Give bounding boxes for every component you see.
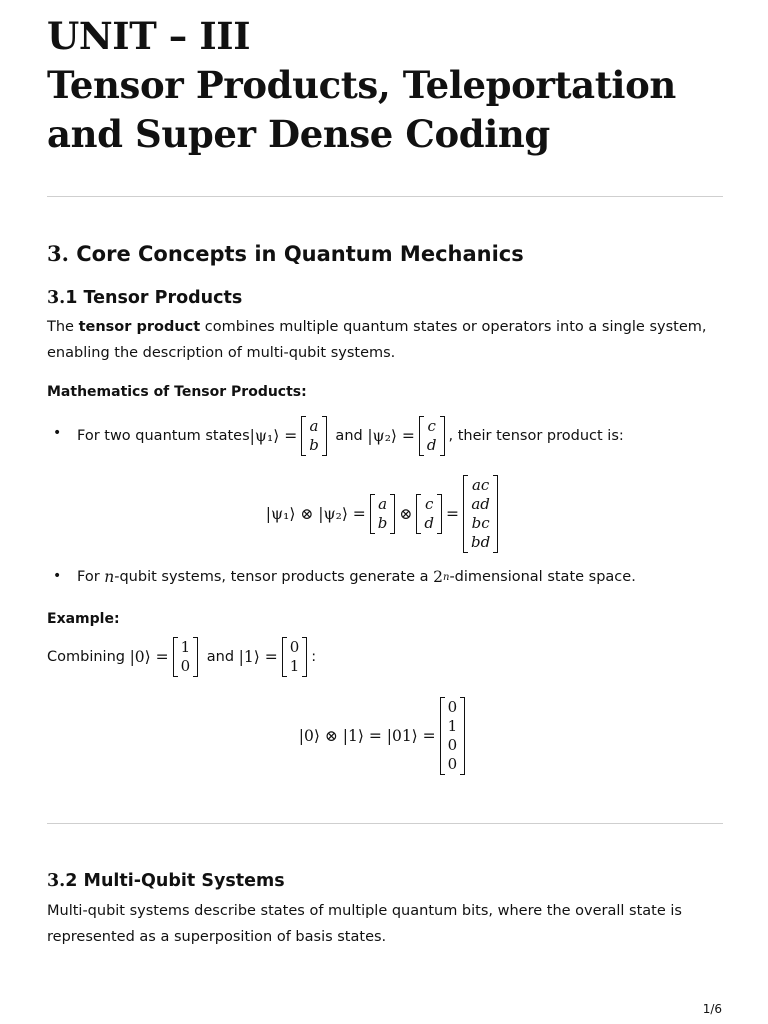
ket01-equation: |0⟩ ⊗ |1⟩ = |01⟩ = 0 1 0 0	[0, 693, 768, 779]
bullet-item-1: For two quantum states |ψ₁⟩ = a b and |ψ₂⟩ = c d , their tensor product is:	[77, 417, 624, 454]
vector-ket0: 1 0	[173, 637, 199, 677]
section-number: 3.	[47, 288, 66, 308]
bullet-marker: •	[53, 425, 62, 441]
tensor-product-paragraph: The tensor product combines multiple quantum states or operators into a single system, enabling the description of multi-qubit systems.	[47, 319, 707, 361]
vector-ket1: 0 1	[282, 637, 308, 677]
title-line-3: and Super Dense Coding	[47, 112, 550, 156]
math-psi2: |ψ₂⟩ =	[367, 427, 415, 445]
section-number: 3.	[47, 871, 66, 891]
section-3-2-heading	[47, 869, 285, 893]
result-vector: 0 1 0 0	[440, 697, 466, 775]
bullet-item-2: For n -qubit systems, tensor products generate a 2 n -dimensional state space.	[77, 568, 636, 586]
vector-ab: a b	[301, 416, 327, 456]
divider	[47, 196, 723, 197]
section-title: 1 Tensor Products	[65, 288, 243, 308]
divider	[47, 823, 723, 824]
section-title: 2 Multi-Qubit Systems	[65, 871, 285, 891]
unit-title	[47, 12, 676, 159]
math-heading: Mathematics of Tensor Products:	[47, 384, 307, 400]
section-3-heading	[47, 240, 524, 268]
section-number: 3.	[47, 241, 69, 266]
math-psi1: |ψ₁⟩ =	[249, 427, 298, 445]
title-line-2: Tensor Products, Teleportation	[47, 63, 676, 107]
section-title: Core Concepts in Quantum Mechanics	[76, 242, 524, 266]
vector-ab: a b	[370, 494, 396, 534]
vector-cd: c d	[419, 416, 445, 456]
multi-qubit-paragraph: Multi-qubit systems describe states of multiple quantum bits, where the overall state is represented as a superposition of basis states.	[47, 903, 682, 945]
tensor-product-equation: |ψ₁⟩ ⊗ |ψ₂⟩ = a b ⊗ c d = ac ad bc bd	[0, 470, 768, 558]
bold-term: tensor product	[78, 319, 201, 335]
example-line: Combining |0⟩ = 1 0 and |1⟩ = 0 1 :	[47, 638, 317, 675]
page-number: 1/6	[702, 1002, 722, 1016]
title-line-1: UNIT – III	[47, 14, 251, 58]
vector-cd: c d	[416, 494, 442, 534]
result-vector: ac ad bc bd	[463, 475, 498, 553]
bullet-marker: •	[53, 568, 62, 584]
section-3-1-heading	[47, 286, 242, 310]
example-heading: Example:	[47, 611, 120, 627]
